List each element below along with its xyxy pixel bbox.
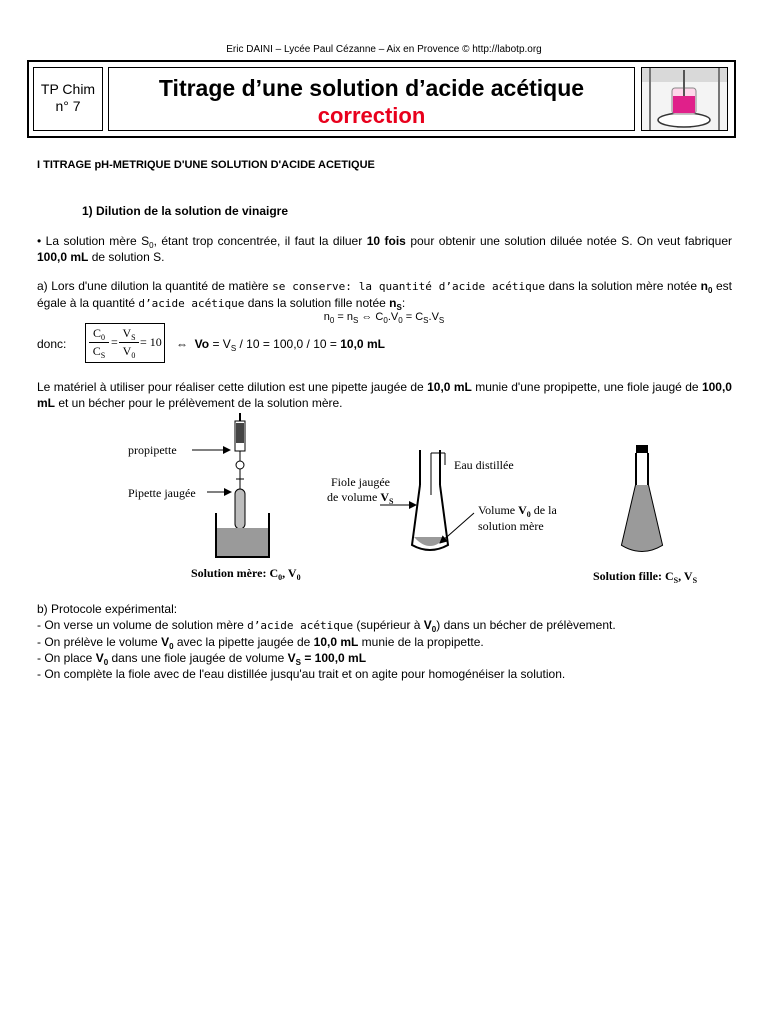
mono-text: se conserve	[272, 280, 346, 293]
tp-number-box	[33, 67, 103, 131]
protocole-step-4: - On complète la fiole avec de l'eau distillée jusqu'au trait et on agite pour homogénéiser la solution.	[37, 667, 566, 681]
bold-text: V	[161, 635, 170, 649]
paragraph-a	[37, 278, 732, 312]
subscript: S	[673, 576, 679, 585]
bold-text: V	[95, 651, 104, 665]
bold-text: = 100,0 mL	[301, 651, 367, 665]
subscript: 0	[526, 510, 531, 519]
mono-text: d’acide acétique	[138, 297, 245, 310]
protocole-section	[37, 601, 732, 682]
bold-text: n	[389, 296, 397, 310]
subscript: 0	[431, 625, 437, 634]
bold-text: 100,0 mL	[37, 250, 89, 264]
conservation-equation	[0, 311, 768, 323]
protocole-step-2	[37, 634, 732, 650]
lab-photo	[641, 67, 728, 131]
protocole-step-3	[37, 650, 732, 666]
text: Solution mère: C	[191, 566, 279, 580]
text: C	[92, 326, 101, 340]
ratio-formula-box	[85, 323, 165, 363]
bold-text: n	[700, 279, 708, 293]
text: = 10	[140, 335, 162, 349]
bold-text: 10 fois	[366, 234, 406, 248]
text: dans la solution fille notée	[244, 296, 390, 310]
text: V	[122, 326, 132, 340]
subscript: S	[389, 497, 394, 506]
bold-text: V	[380, 490, 389, 504]
text: .V	[428, 311, 439, 323]
subsection-heading: 1) Dilution de la solution de vinaigre	[82, 204, 289, 218]
fiole-label-line1: Fiole jaugée	[331, 475, 390, 489]
text: =	[111, 335, 118, 349]
text: C	[92, 344, 101, 358]
bold-text: 100,0 mL	[37, 380, 732, 410]
text: ⇔ C	[358, 311, 384, 323]
subscript: 0	[149, 241, 154, 250]
vo-result	[176, 336, 385, 352]
title-frame	[27, 60, 736, 138]
solution-mere-caption	[191, 566, 301, 581]
subscript: S	[438, 316, 445, 325]
bold-text: 10,0 mL	[313, 635, 359, 649]
tp-number: n° 7	[55, 98, 81, 114]
text: et un bécher pour le prélèvement de la solution mère.	[55, 396, 343, 410]
text: La solution mère S	[45, 234, 150, 248]
volume-v0-label	[478, 503, 557, 518]
text: Le matériel à utiliser pour réaliser cette dilution est une pipette jaugée de	[37, 380, 428, 394]
text: = V	[209, 337, 231, 351]
subscript: 0	[169, 642, 174, 651]
fiole-label-line2	[327, 490, 393, 505]
subscript: 0	[131, 351, 136, 360]
header-credit: Eric DAINI – Lycée Paul Cézanne – Aix en Provence © http://labotp.org	[226, 44, 542, 55]
text: n	[323, 311, 330, 323]
subscript: S	[352, 316, 359, 325]
text: / 10 = 100,0 / 10 =	[236, 337, 341, 351]
subscript: 0	[278, 573, 283, 582]
text: - On place	[37, 651, 96, 665]
subscript: S	[423, 316, 429, 325]
tp-label: TP Chim	[40, 81, 96, 97]
subscript: 0	[103, 658, 109, 667]
text: (supérieur à	[353, 618, 424, 632]
pipette-label: Pipette jaugée	[128, 486, 196, 500]
section-heading: I TITRAGE pH-METRIQUE D'UNE SOLUTION D'ACIDE ACETIQUE	[37, 159, 375, 171]
bold-text: V	[423, 618, 432, 632]
text: dans une fiole jaugée de volume	[108, 651, 288, 665]
text: , V	[678, 569, 693, 583]
text: munie d'une propipette, une fiole jaugé de	[471, 380, 702, 394]
subscript: 0	[296, 573, 301, 582]
subscript: S	[692, 576, 698, 585]
eau-distillee-label: Eau distillée	[454, 458, 514, 472]
bold-text: V	[287, 651, 296, 665]
subscript: 0	[383, 316, 388, 325]
text: , étant trop concentrée, il faut la diluer	[153, 234, 367, 248]
text: de la	[530, 503, 557, 517]
subscript: 0	[329, 316, 335, 325]
text: = C	[402, 311, 424, 323]
text: de volume	[327, 490, 381, 504]
mono-text: : la quantité	[345, 280, 439, 293]
text: = n	[334, 311, 353, 323]
bold-text: Vo	[194, 337, 210, 351]
subscript: S	[131, 333, 136, 342]
protocole-step-1	[37, 617, 732, 634]
subscript: 0	[101, 333, 105, 342]
text: - On verse un volume de solution mère	[37, 618, 248, 632]
volume-v0-label-line2: solution mère	[478, 519, 544, 533]
filled-flask-icon	[622, 445, 662, 551]
text: , V	[282, 566, 297, 580]
page-subtitle: correction	[317, 103, 426, 128]
subscript: 0	[707, 286, 713, 295]
text: .V	[387, 311, 399, 323]
title-box	[108, 67, 635, 131]
text: dans la solution mère notée	[544, 279, 701, 293]
text: est égale à la quantité	[37, 279, 732, 310]
bullet-icon: •	[37, 234, 42, 248]
text: munie de la propipette.	[358, 635, 484, 649]
beaker-photo-icon	[642, 68, 727, 130]
solution-fille-caption	[593, 569, 697, 584]
subscript: S	[295, 658, 301, 667]
subscript: S	[230, 344, 237, 353]
text: - On prélève le volume	[37, 635, 162, 649]
propipette-label: propipette	[128, 443, 177, 457]
text: Solution fille: C	[593, 569, 674, 583]
text: Volume	[478, 503, 519, 517]
bold-text: 10,0 mL	[427, 380, 472, 394]
bold-text: 10,0 mL	[340, 337, 385, 351]
page-title: Titrage d’une solution d’acide acétique	[158, 75, 585, 101]
paragraph-dilution	[37, 233, 732, 265]
text: a) Lors d'une dilution la quantité de matière	[37, 279, 273, 293]
volumetric-flask-icon	[412, 450, 448, 550]
text: :	[401, 296, 406, 310]
bold-text: V	[518, 503, 527, 517]
mono-text: d’acide acétique	[247, 619, 354, 632]
text: V	[122, 344, 132, 358]
mono-text: d’acide acétique	[438, 280, 545, 293]
text: avec la pipette jaugée de	[173, 635, 314, 649]
text: pour obtenir une solution diluée notée S. On veut fabriquer	[405, 234, 732, 248]
subscript: S	[396, 303, 402, 312]
subscript: 0	[398, 316, 403, 325]
text: ⇔	[176, 337, 188, 351]
donc-label: donc:	[37, 337, 67, 351]
subscript: S	[100, 351, 106, 360]
text: ) dans un bécher de prélèvement.	[436, 618, 616, 632]
protocole-title: b) Protocole expérimental:	[37, 602, 178, 616]
text: de solution S.	[88, 250, 165, 264]
